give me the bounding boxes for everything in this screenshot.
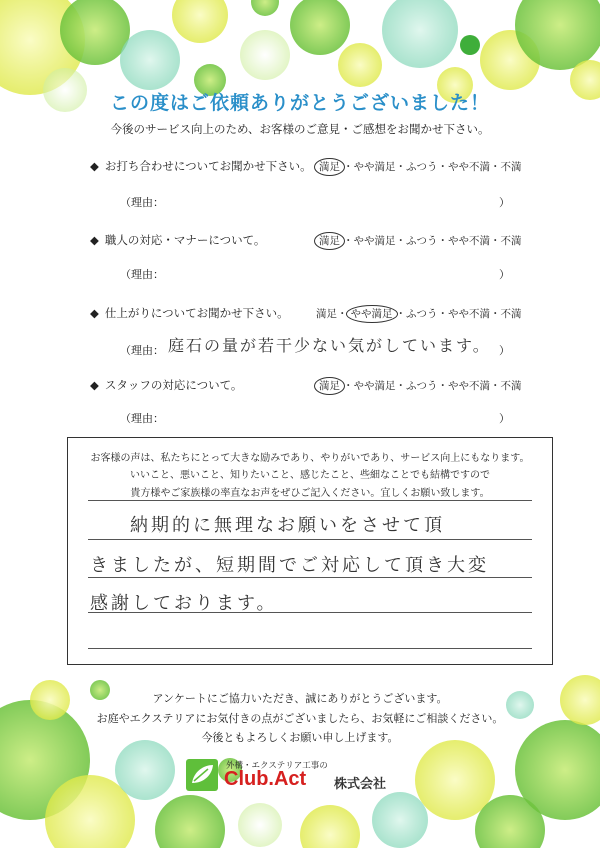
logo-company: 株式会社 — [334, 777, 387, 792]
rating-option[interactable]: 不満 — [500, 235, 522, 247]
rating-option[interactable]: ふつう — [406, 308, 438, 320]
question-4 — [90, 377, 242, 393]
question-label: 仕上がりについてお聞かせ下さい。 — [104, 306, 289, 320]
rating-option[interactable]: やや不満 — [448, 235, 490, 247]
choice-separator: ・ — [395, 308, 406, 320]
rating-option[interactable]: やや不満 — [448, 161, 490, 173]
comment-intro-2: いいこと、悪いこと、知りたいこと、感じたこと、些細なことでも結構ですので — [130, 470, 490, 481]
comment-ruled-line — [88, 648, 532, 649]
rating-option-selected[interactable]: 満足 — [314, 377, 345, 395]
footer-line-3: 今後ともよろしくお願い申し上げます。 — [201, 731, 399, 744]
question-2 — [90, 232, 265, 248]
question-label: 職人の対応・マナーについて。 — [104, 233, 266, 247]
choice-separator: ・ — [437, 235, 448, 247]
question-3 — [90, 305, 289, 321]
comment-ruled-line — [88, 577, 532, 578]
rating-option[interactable]: 不満 — [500, 380, 522, 392]
comment-intro-1: お客様の声は、私たちにとって大きな励みであり、やりがいであり、サービス向上にもなります。 — [90, 453, 530, 464]
rating-option[interactable]: やや満足 — [353, 235, 396, 247]
choice-separator: ・ — [343, 235, 354, 247]
choice-separator: ・ — [437, 161, 448, 173]
choice-separator: ・ — [343, 380, 354, 392]
diamond-bullet-icon: ◆ — [90, 233, 99, 247]
question-label: スタッフの対応について。 — [104, 378, 243, 392]
footer-line-2: お庭やエクステリアにお気付きの点がございましたら、お気軽にご相談ください。 — [96, 712, 504, 725]
rating-option[interactable]: 満足 — [316, 308, 337, 320]
choice-separator: ・ — [490, 161, 501, 173]
footer-line-1: アンケートにご協力いただき、誠にありがとうございます。 — [152, 692, 448, 705]
rating-option[interactable]: ふつう — [406, 161, 438, 173]
choice-separator: ・ — [395, 161, 406, 173]
choice-separator: ・ — [395, 235, 406, 247]
reason-close: ） — [499, 412, 510, 425]
choice-separator: ・ — [395, 380, 406, 392]
reason-answer: 庭石の量が若干少ない気がしています。 — [168, 336, 491, 355]
reason-line-2[interactable] — [120, 266, 520, 282]
company-logo — [186, 759, 416, 795]
rating-option-selected[interactable]: やや満足 — [346, 305, 398, 323]
rating-option[interactable]: やや不満 — [448, 380, 490, 392]
reason-close: ） — [499, 268, 510, 281]
reason-line-3[interactable] — [120, 336, 520, 358]
comment-ruled-line — [88, 500, 532, 501]
rating-choices-1[interactable] — [316, 159, 522, 174]
rating-option[interactable]: ふつう — [406, 235, 438, 247]
reason-label: （理由： — [120, 344, 164, 357]
logo-tagline: 外構・エクステリア工事の — [226, 761, 328, 771]
comment-intro-3: 貴方様やご家族様の率直なお声をぜひご記入ください。宜しくお願い致します。 — [130, 488, 490, 499]
rating-choices-2[interactable] — [316, 233, 522, 248]
comment-box[interactable] — [67, 437, 553, 665]
logo-name: Club.Act — [224, 768, 307, 790]
reason-line-4[interactable] — [120, 410, 520, 426]
choice-separator: ・ — [337, 308, 348, 320]
rating-option[interactable]: 不満 — [500, 308, 522, 320]
comment-line-3: 感謝しております。 — [90, 593, 278, 614]
green-leaf-logo-icon — [186, 759, 218, 791]
choice-separator: ・ — [490, 308, 501, 320]
question-label: お打ち合わせについてお聞かせ下さい。 — [104, 159, 312, 173]
rating-option[interactable]: やや満足 — [353, 161, 396, 173]
choice-separator: ・ — [437, 380, 448, 392]
rating-option[interactable]: やや満足 — [353, 380, 396, 392]
choice-separator: ・ — [490, 380, 501, 392]
choice-separator: ・ — [343, 161, 354, 173]
page-subtitle: 今後のサービス向上のため、お客様のご意見・ご感想をお聞かせ下さい。 — [110, 122, 490, 136]
reason-label: （理由： — [120, 268, 164, 281]
rating-option[interactable]: ふつう — [406, 380, 438, 392]
choice-separator: ・ — [437, 308, 448, 320]
reason-close: ） — [499, 196, 510, 209]
choice-separator: ・ — [490, 235, 501, 247]
reason-label: （理由： — [120, 412, 164, 425]
diamond-bullet-icon: ◆ — [90, 159, 99, 173]
comment-ruled-line — [88, 612, 532, 613]
reason-line-1[interactable] — [120, 194, 520, 210]
rating-option-selected[interactable]: 満足 — [314, 232, 345, 250]
rating-option[interactable]: 不満 — [500, 161, 522, 173]
comment-line-1: 納期的に無理なお願いをさせて頂 — [130, 515, 445, 536]
diamond-bullet-icon: ◆ — [90, 378, 99, 392]
diamond-bullet-icon: ◆ — [90, 306, 99, 320]
question-1 — [90, 158, 312, 174]
rating-choices-4[interactable] — [316, 378, 522, 393]
reason-label: （理由： — [120, 196, 164, 209]
comment-line-2: きましたが、短期間でご対応して頂き大変 — [90, 555, 489, 576]
rating-option[interactable]: やや不満 — [448, 308, 490, 320]
reason-close: ） — [499, 344, 510, 357]
page-title: この度はご依頼ありがとうございました！ — [109, 92, 490, 114]
comment-ruled-line — [88, 539, 532, 540]
rating-option-selected[interactable]: 満足 — [314, 158, 345, 176]
rating-choices-3[interactable] — [316, 306, 522, 321]
